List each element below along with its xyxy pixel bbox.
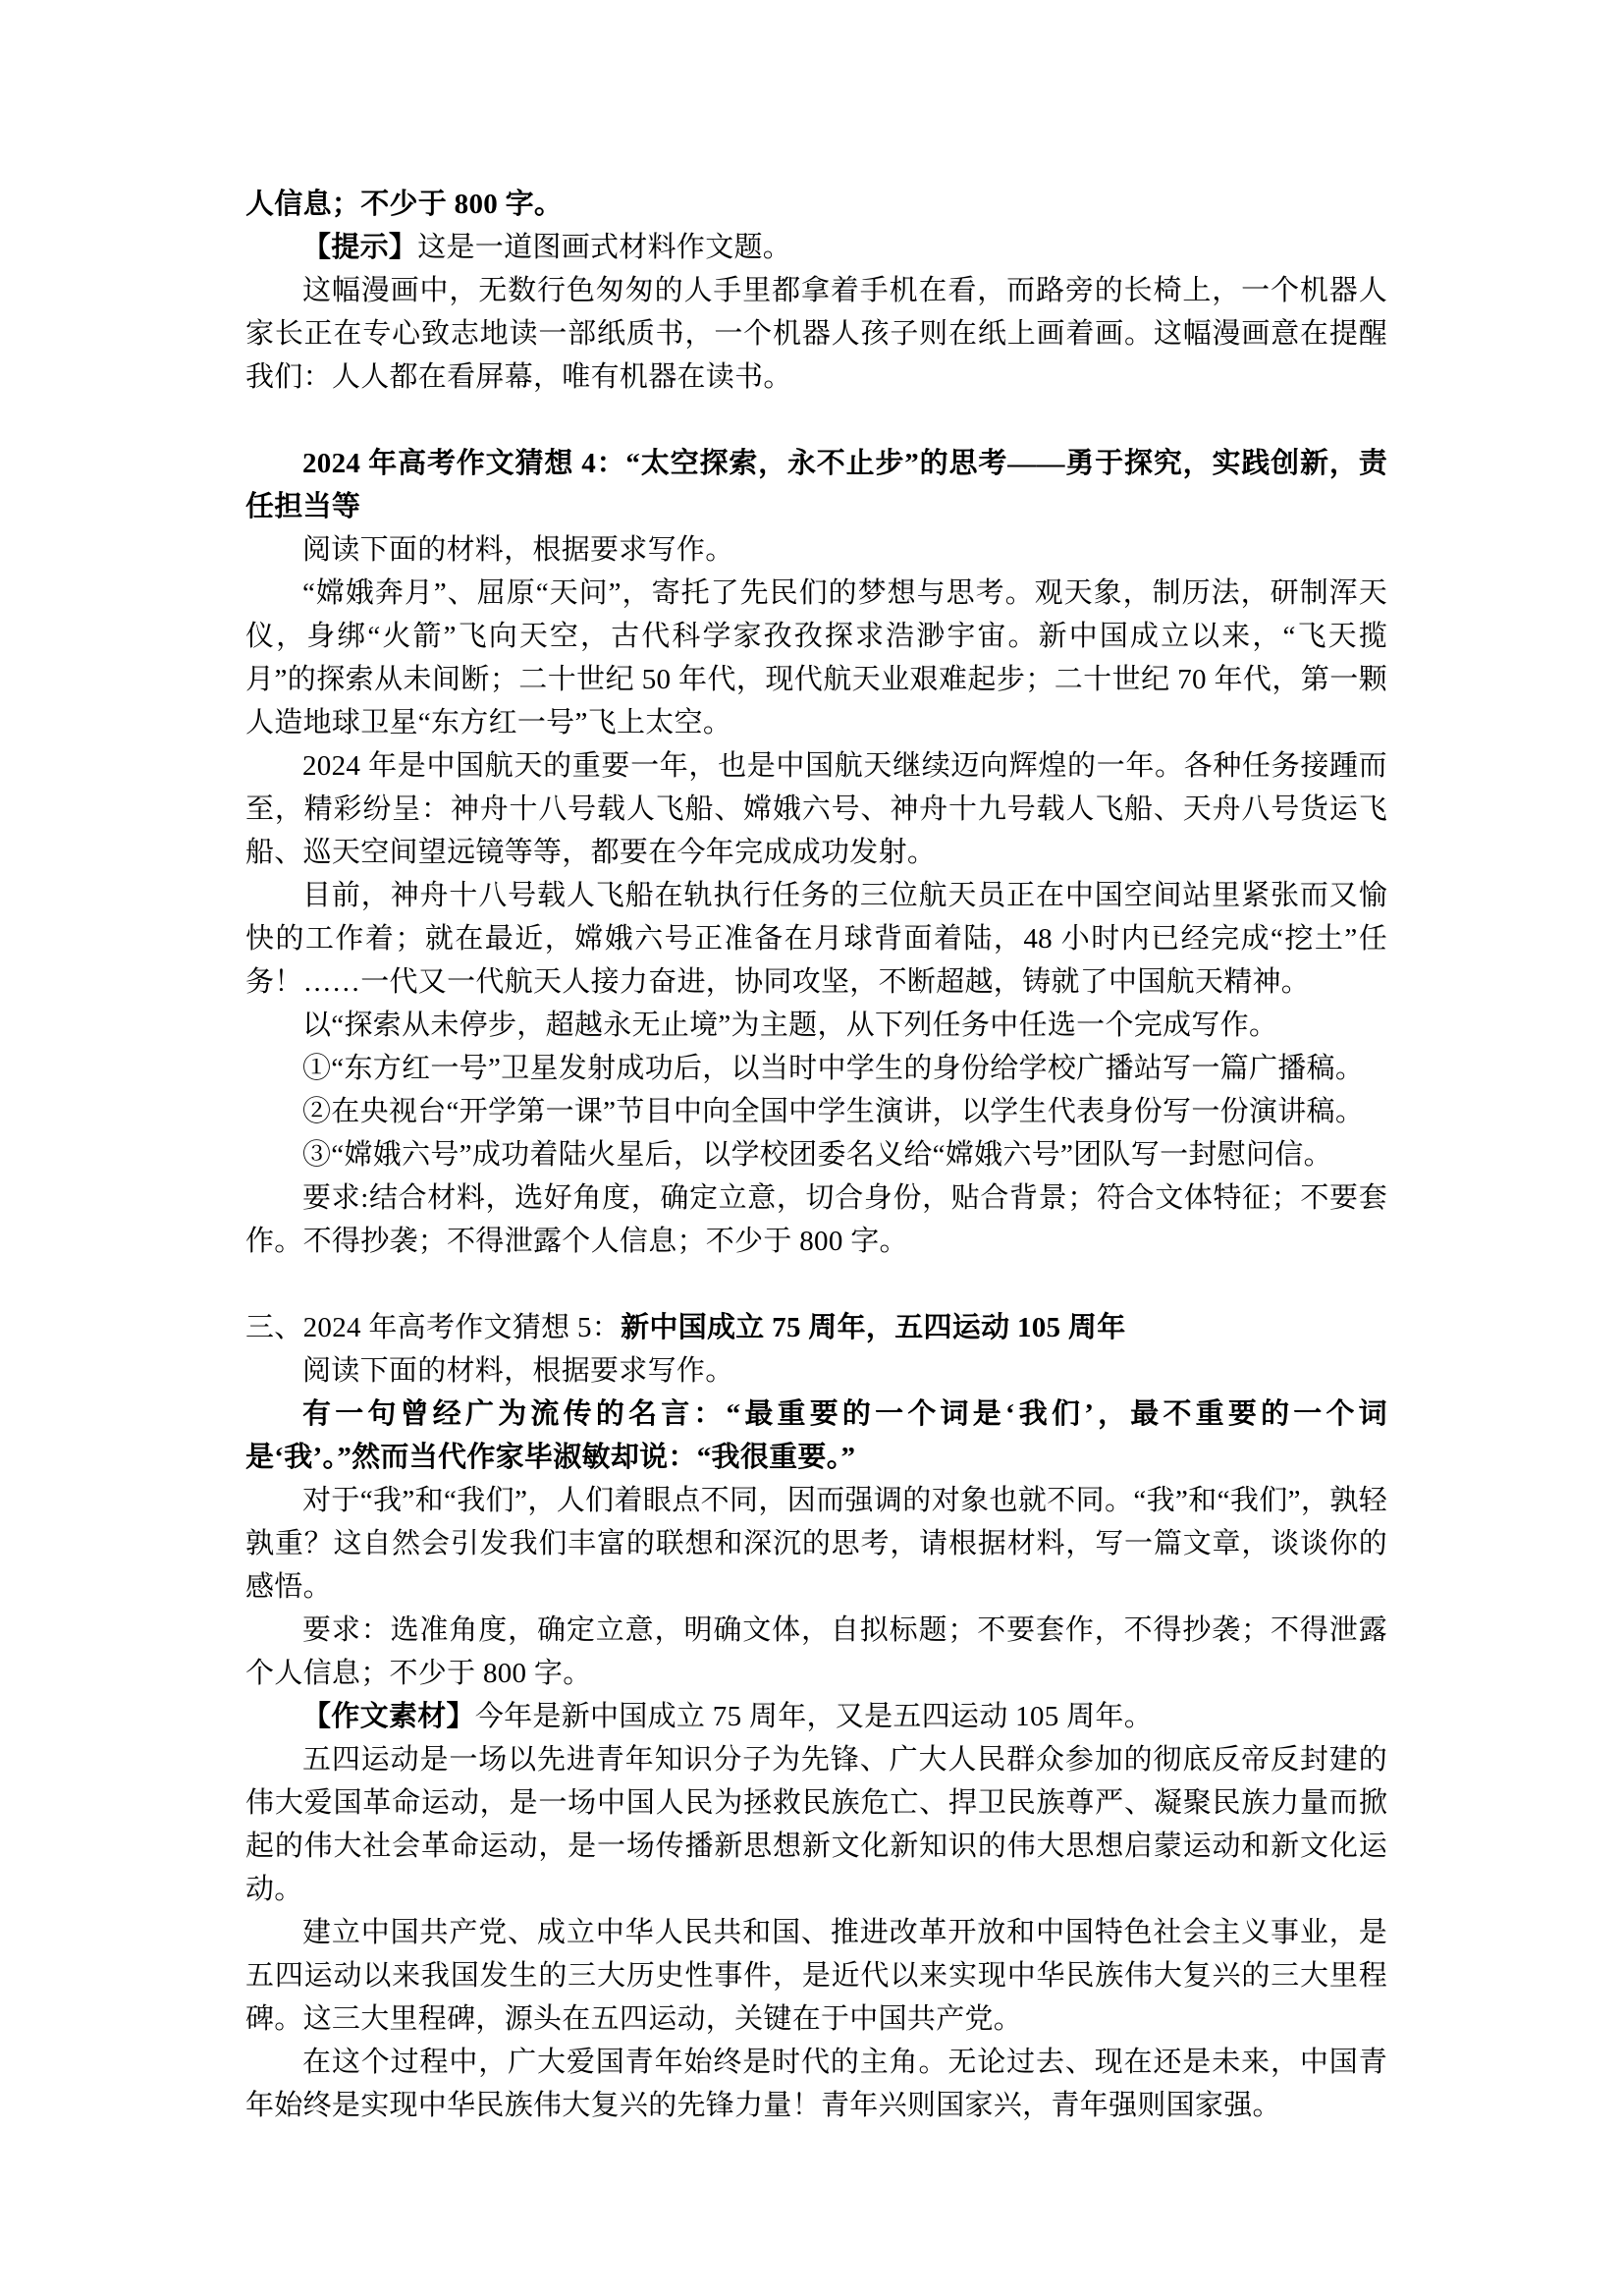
text-run: ①“东方红一号”卫星发射成功后，以当时中学生的身份给学校广播站写一篇广播稿。: [302, 1053, 1365, 1084]
text-run-bold: 【提示】: [302, 232, 418, 263]
paragraph: [245, 1349, 1387, 1393]
text-run: 建立中国共产党、成立中华人民共和国、推进改革开放和中国特色社会主义事业，是五四运动以来我国发生的三大历史性事件，是近代以来实现中华民族伟大复兴的三大里程碑。这三大里程碑，源头在五四运动，关键在于中国共产党。: [245, 1917, 1387, 2035]
paragraph: [245, 528, 1387, 572]
text-run: 阅读下面的材料，根据要求写作。: [302, 1355, 734, 1387]
text-run: 今年是新中国成立 75 周年，又是五四运动 105 周年。: [474, 1701, 1154, 1732]
paragraph: [245, 1176, 1387, 1263]
paragraph: [245, 1393, 1387, 1479]
text-run-bold: 有一句曾经广为流传的名言：“最重要的一个词是‘我们’，最不重要的一个词是‘我’。”然而当代作家毕淑敏却说：“我很重要。”: [245, 1398, 1387, 1473]
paragraph: [245, 1090, 1387, 1133]
text-run: 要求:结合材料，选好角度，确定立意，切合身份，贴合背景；符合文体特征；不要套作。不得抄袭；不得泄露个人信息；不少于 800 字。: [245, 1182, 1387, 1257]
text-run: 2024 年是中国航天的重要一年，也是中国航天继续迈向辉煌的一年。各种任务接踵而至，精彩纷呈：神舟十八号载人飞船、嫦娥六号、神舟十九号载人飞船、天舟八号货运飞船、巡天空间望远镜等等，都要在今年完成成功发射。: [245, 750, 1387, 868]
paragraph: [245, 1004, 1387, 1047]
paragraph: [245, 1609, 1387, 1695]
text-run: 要求：选准角度，确定立意，明确文体，自拟标题；不要套作，不得抄袭；不得泄露个人信息；不少于 800 字。: [245, 1614, 1387, 1689]
paragraph: [245, 1047, 1387, 1090]
text-run: ②在央视台“开学第一课”节目中向全国中学生演讲，以学生代表身份写一份演讲稿。: [302, 1096, 1365, 1127]
text-run: 五四运动是一场以先进青年知识分子为先锋、广大人民群众参加的彻底反帝反封建的伟大爱国革命运动，是一场中国人民为拯救民族危亡、捍卫民族尊严、凝聚民族力量而掀起的伟大社会革命运动，是一场传播新思想新文化新知识的伟大思想启蒙运动和新文化运动。: [245, 1744, 1387, 1905]
paragraph: [245, 1133, 1387, 1176]
paragraph: [245, 442, 1387, 528]
text-run-bold: 【作文素材】: [302, 1701, 475, 1732]
text-run-bold: 2024 年高考作文猜想 4：“太空探索，永不止步”的思考——勇于探究，实践创新，责任担当等: [245, 448, 1387, 522]
paragraph: [245, 226, 1387, 269]
text-run: 目前，神舟十八号载人飞船在轨执行任务的三位航天员正在中国空间站里紧张而又愉快的工作着；就在最近，嫦娥六号正准备在月球背面着陆，48 小时内已经完成“挖土”任务！……一代又一代航天人接力奋进，协同攻坚，不断超越，铸就了中国航天精神。: [245, 880, 1387, 998]
text-run: 三、2024 年高考作文猜想 5：: [245, 1312, 622, 1343]
text-run: 以“探索从未停步，超越永无止境”为主题，从下列任务中任选一个完成写作。: [302, 1010, 1278, 1041]
paragraph: [245, 183, 1387, 226]
text-run: 这是一道图画式材料作文题。: [417, 232, 792, 263]
paragraph: [245, 1738, 1387, 1911]
text-run: “嫦娥奔月”、屈原“天问”，寄托了先民们的梦想与思考。观天象，制历法，研制浑天仪，身绑“火箭”飞向天空，古代科学家孜孜探求浩渺宇宙。新中国成立以来，“飞天揽月”的探索从未间断；二十世纪 50 年代，现代航天业艰难起步；二十世纪 70 年代，第一颗人造地球卫星“东方红一号”飞上太空。: [245, 577, 1387, 738]
paragraph: [245, 2041, 1387, 2127]
document-body: [245, 183, 1387, 2127]
text-run: 阅读下面的材料，根据要求写作。: [302, 534, 734, 566]
text-run: 对于“我”和“我们”，人们着眼点不同，因而强调的对象也就不同。“我”和“我们”，孰轻孰重？这自然会引发我们丰富的联想和深沉的思考，请根据材料，写一篇文章，谈谈你的感悟。: [245, 1485, 1387, 1603]
paragraph: [245, 269, 1387, 399]
text-run-bold: 新中国成立 75 周年，五四运动 105 周年: [621, 1312, 1126, 1343]
paragraph: [245, 1695, 1387, 1738]
paragraph: [245, 744, 1387, 874]
text-run-bold: 人信息；不少于 800 字。: [245, 189, 564, 220]
paragraph: [245, 1306, 1387, 1349]
paragraph: [245, 874, 1387, 1004]
paragraph: [245, 572, 1387, 744]
text-run: 这幅漫画中，无数行色匆匆的人手里都拿着手机在看，而路旁的长椅上，一个机器人家长正在专心致志地读一部纸质书，一个机器人孩子则在纸上画着画。这幅漫画意在提醒我们：人人都在看屏幕，唯有机器在读书。: [245, 275, 1387, 393]
text-run: 在这个过程中，广大爱国青年始终是时代的主角。无论过去、现在还是未来，中国青年始终是实现中华民族伟大复兴的先锋力量！青年兴则国家兴，青年强则国家强。: [245, 2047, 1387, 2121]
paragraph: [245, 1479, 1387, 1609]
text-run: ③“嫦娥六号”成功着陆火星后，以学校团委名义给“嫦娥六号”团队写一封慰问信。: [302, 1139, 1332, 1171]
paragraph: [245, 1911, 1387, 2041]
